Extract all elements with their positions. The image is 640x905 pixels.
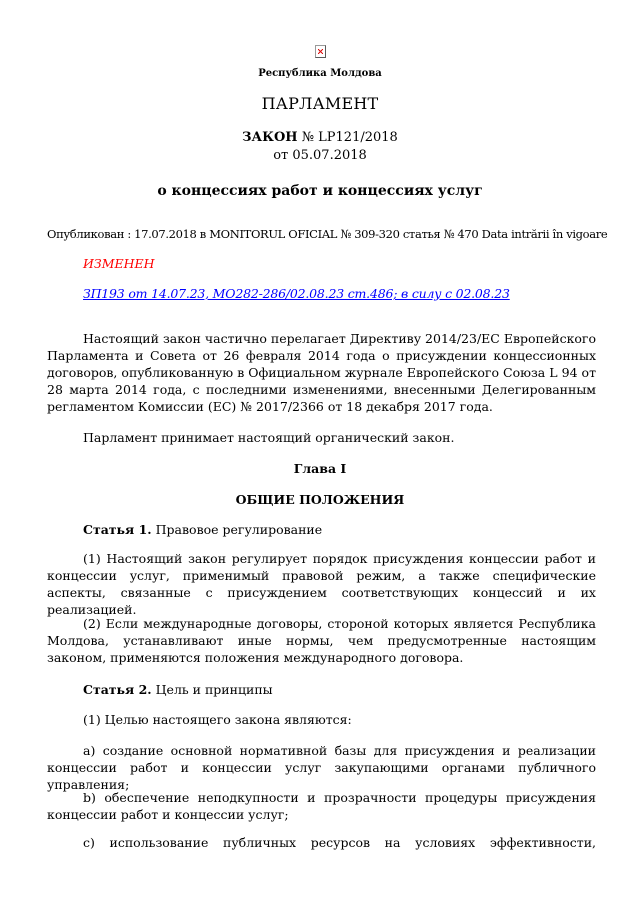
article-heading bbox=[83, 682, 273, 697]
country-name: Республика Молдова bbox=[258, 68, 382, 79]
article-label: Статья 2. bbox=[83, 682, 152, 697]
chapter-title: ОБЩИЕ ПОЛОЖЕНИЯ bbox=[235, 492, 405, 507]
preamble-paragraph: Настоящий закон частично перелагает Директиву 2014/23/ЕС Европейского Парламента и Совета от 26 февраля 2014 года о присуждении концессионных договоров, опубликованную в Официальном журнале Европейского Союза L 94 от 28 марта 2014 года, с последними изменениями, внесенными Делегированным регламентом Комиссии (ЕС) № 2017/2366 от 18 декабря 2017 года. bbox=[47, 331, 597, 414]
article-title: Цель и принципы bbox=[155, 682, 273, 697]
article-label: Статья 1. bbox=[83, 522, 152, 537]
article-paragraph: b) обеспечение неподкупности и прозрачности процедуры присуждения концессии работ и концессии услуг; bbox=[47, 790, 596, 822]
article-paragraph: c) использование публичных ресурсов на условиях эффективности, bbox=[83, 835, 596, 850]
article-paragraph: (1) Настоящий закон регулирует порядок присуждения концессии работ и концессии услуг, применимый правовой режим, а также специфические аспекты, связанные с присуждением соответствующих концессий и их реализацией. bbox=[47, 551, 596, 617]
article-paragraph: (1) Целью настоящего закона являются: bbox=[83, 712, 352, 727]
chapter-label: Глава I bbox=[293, 461, 347, 476]
preamble-paragraph: Парламент принимает настоящий органический закон. bbox=[83, 430, 455, 445]
logo-container bbox=[0, 45, 640, 58]
article-title: Правовое регулирование bbox=[155, 522, 323, 537]
broken-image-icon bbox=[315, 45, 326, 58]
amendment-status: ИЗМЕНЕН bbox=[83, 256, 155, 271]
amendment-link[interactable]: ЗП193 от 14.07.23, MO282-286/02.08.23 ст.486; в силу с 02.08.23 bbox=[83, 286, 510, 301]
article-paragraph: (2) Если международные договоры, стороной которых является Республика Молдова, устанавливают иные нормы, чем предусмотренные настоящим законом, применяются положения международного договора. bbox=[47, 616, 596, 665]
institution-name: ПАРЛАМЕНТ bbox=[261, 94, 379, 113]
law-date: от 05.07.2018 bbox=[273, 148, 367, 163]
publication-info: Опубликован : 17.07.2018 в MONITORUL OFICIAL № 309-320 статья № 470 Data intrării în vigoare bbox=[47, 227, 608, 241]
law-title: о концессиях работ и концессиях услуг bbox=[157, 183, 483, 199]
article-heading bbox=[83, 522, 322, 537]
law-number-line bbox=[0, 130, 640, 145]
law-number: № LP121/2018 bbox=[301, 130, 398, 145]
law-label: ЗАКОН bbox=[242, 130, 298, 145]
article-paragraph: a) создание основной нормативной базы для присуждения и реализации концессии работ и концессии услуг закупающими органами публичного управления; bbox=[47, 743, 596, 792]
